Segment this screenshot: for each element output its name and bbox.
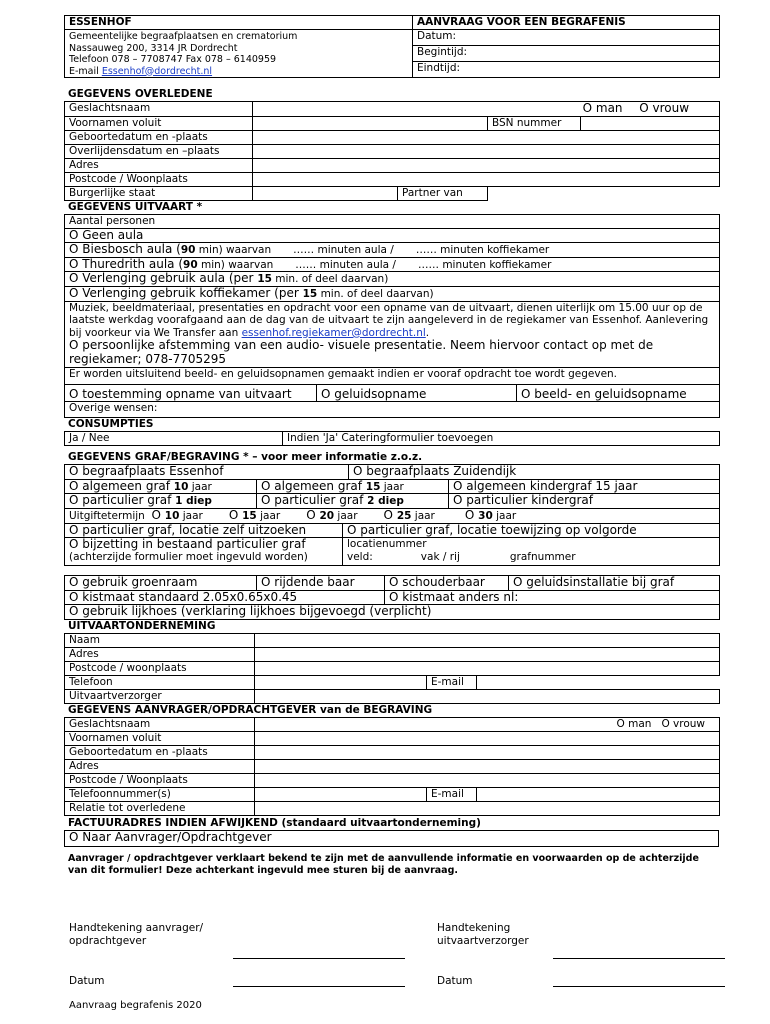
label-burgerlijke-staat: Burgerlijke staat <box>65 186 253 200</box>
org-line: Nassauweg 200, 3314 JR Dordrecht <box>69 42 238 54</box>
termijn-10-option[interactable]: O 10 jaar <box>151 508 203 522</box>
alg-graf-10-option[interactable]: O algemeen graf 10 jaar <box>65 479 257 494</box>
label-naam: Naam <box>65 633 255 647</box>
part-graf-2-option[interactable]: O particulier graf 2 diep <box>257 494 449 509</box>
verlenging-koffie-option[interactable]: O Verlenging gebruik koffiekamer (per 15 min. of deel daarvan) <box>65 286 720 301</box>
lijkhoes-option[interactable]: O gebruik lijkhoes (verklaring lijkhoes bijgevoegd (verplicht) <box>65 605 720 620</box>
burgerlijke-staat-field[interactable] <box>253 186 398 200</box>
geluidsinstallatie-option[interactable]: O geluidsinstallatie bij graf <box>509 576 720 591</box>
factuur-aanvrager-option[interactable]: O Naar Aanvrager/Opdrachtgever <box>65 830 719 846</box>
signature-line-aanvrager[interactable] <box>233 948 405 962</box>
org-line: Gemeentelijke begraafplaatsen en crematorium <box>69 31 298 42</box>
biesbosch-aula-option[interactable]: O Biesbosch aula (90 min) waarvan …… minuten aula / …… minuten koffiekamer <box>65 243 720 258</box>
gender-man-option[interactable]: O man <box>582 101 623 115</box>
telefoon-field[interactable] <box>255 675 427 689</box>
label-partner: Partner van <box>398 186 488 200</box>
label-overlijden: Overlijdensdatum en –plaats <box>65 144 253 158</box>
handtekening-verzorger-label: Handtekening uitvaartverzorger <box>437 922 529 947</box>
form-page <box>64 15 719 878</box>
relatie-field[interactable] <box>255 801 720 815</box>
regiekamer-email-link[interactable]: essenhof.regiekamer@dordrecht.nl <box>241 326 426 339</box>
label-voornamen: Voornamen voluit <box>65 731 255 745</box>
bijzetting-option[interactable]: O bijzetting in bestaand particulier graf (achterzijde formulier moet ingevuld worden) <box>65 538 343 566</box>
form-title: AANVRAAG VOOR EEN BEGRAFENIS <box>413 16 720 30</box>
label-geboorte: Geboortedatum en -plaats <box>65 745 255 759</box>
overledene-table <box>64 101 720 201</box>
label-postcode: Postcode / Woonplaats <box>65 172 253 186</box>
partner-field[interactable] <box>488 186 720 200</box>
voornamen-field[interactable] <box>255 731 720 745</box>
label-postcode: Postcode / woonplaats <box>65 661 255 675</box>
thuredrith-aula-option[interactable]: O Thuredrith aula (90 min) waarvan …… minuten aula / …… minuten koffiekamer <box>65 257 720 272</box>
aanvrager-man-option[interactable]: O man <box>616 717 652 730</box>
org-email-link[interactable]: Essenhof@dordrecht.nl <box>101 65 213 77</box>
footer-text: Aanvraag begrafenis 2020 <box>69 1000 202 1011</box>
label-bsn: BSN nummer <box>488 116 581 130</box>
alg-graf-15-option[interactable]: O algemeen graf 15 jaar <box>257 479 449 494</box>
persoonlijke-afstemming-option[interactable]: O persoonlijke afstemming van een audio- visuele presentatie. Neem hiervoor contact op met de regiekamer; 078-7705295 <box>69 338 654 366</box>
aanvrager-gender-choice[interactable] <box>255 717 720 731</box>
alg-kindergraf-option[interactable]: O algemeen kindergraf 15 jaar <box>449 479 720 494</box>
uitgiftetermijn-row[interactable]: Uitgiftetermijn O 10 jaar O 15 jaar O 20 jaar O 25 jaar O 30 jaar <box>65 508 720 523</box>
voornamen-field[interactable] <box>253 116 488 130</box>
termijn-20-option[interactable]: O 20 jaar <box>306 508 358 522</box>
postcode-field[interactable] <box>253 172 720 186</box>
geboorte-field[interactable] <box>255 745 720 759</box>
email-field[interactable] <box>477 787 720 801</box>
naam-field[interactable] <box>255 633 720 647</box>
bp-zuidendijk-option[interactable]: O begraafplaats Zuidendijk <box>349 465 720 480</box>
aanvrager-vrouw-option[interactable]: O vrouw <box>661 717 706 730</box>
label-adres: Adres <box>65 759 255 773</box>
termijn-25-option[interactable]: O 25 jaar <box>383 508 435 522</box>
factuur-table <box>64 830 719 847</box>
onderneming-table <box>64 633 720 704</box>
geboorte-field[interactable] <box>253 130 720 144</box>
aantal-personen-field[interactable]: Aantal personen <box>65 214 720 228</box>
toestemming-option[interactable]: O toestemming opname van uitvaart <box>65 384 317 402</box>
label-adres: Adres <box>65 158 253 172</box>
schouderbaar-option[interactable]: O schouderbaar <box>385 576 509 591</box>
gender-choice[interactable] <box>253 102 720 117</box>
eindtijd-field[interactable]: Eindtijd: <box>413 62 720 78</box>
overige-wensen-field[interactable]: Overige wensen: <box>65 402 720 418</box>
org-address <box>65 30 413 78</box>
section-title-factuur: FACTUURADRES INDIEN AFWIJKEND (standaard uitvaartonderneming) <box>68 816 481 829</box>
signature-line-verzorger[interactable] <box>553 948 725 962</box>
catering-note: Indien 'Ja' Cateringformulier toevoegen <box>283 432 720 446</box>
uitvaartverzorger-field[interactable] <box>255 689 720 703</box>
overlijden-field[interactable] <box>253 144 720 158</box>
muziek-info: Muziek, beeldmateriaal, presentaties en opdracht voor een opname van de uitvaart, dienen uiterlijk om 15.00 uur op de laatste werkdag voorafgaand aan de dag van de uitvaart te zijn aangeleverd in de regiekamer van Essenhof. Aanlevering bij voorkeur via We Transfer aan essenhof.regiekamer@dordrecht.nl. O persoonlijke afstemming van een audio- visuele presentatie. Neem hiervoor contact op met de regiekamer; 078-7705295 <box>65 301 720 367</box>
label-voornamen: Voornamen voluit <box>65 116 253 130</box>
part-kindergraf-option[interactable]: O particulier kindergraf <box>449 494 720 509</box>
label-telefoon: Telefoon <box>65 675 255 689</box>
handtekening-aanvrager-label: Handtekening aanvrager/ opdrachtgever <box>69 922 204 947</box>
label-adres: Adres <box>65 647 255 661</box>
org-line: Telefoon 078 – 7708747 Fax 078 – 6140959 <box>69 54 277 65</box>
email-label: E-mail <box>69 65 102 77</box>
label-relatie: Relatie tot overledene <box>65 801 255 815</box>
postcode-field[interactable] <box>255 773 720 787</box>
kistmaat-standaard-option[interactable]: O kistmaat standaard 2.05x0.65x0.45 <box>65 590 385 605</box>
section-title-consumpties: CONSUMPTIES <box>68 418 154 431</box>
verlenging-aula-option[interactable]: O Verlenging gebruik aula (per 15 min. of deel daarvan) <box>65 272 720 287</box>
kistmaat-anders-option[interactable]: O kistmaat anders nl: <box>385 590 720 605</box>
termijn-30-option[interactable]: O 30 jaar <box>464 508 517 522</box>
graf-table <box>64 464 720 566</box>
label-geslachtsnaam: Geslachtsnaam <box>65 717 255 731</box>
label-telefoonnummers: Telefoonnummer(s) <box>65 787 255 801</box>
label-geslachtsnaam: Geslachtsnaam <box>65 102 253 117</box>
bp-essenhof-option[interactable]: O begraafplaats Essenhof <box>65 465 349 480</box>
ja-nee-field[interactable]: Ja / Nee <box>65 432 283 446</box>
geluidsopname-option[interactable]: O geluidsopname <box>317 384 517 402</box>
consumpties-table <box>64 431 720 446</box>
beeld-geluidsopname-option[interactable]: O beeld- en geluidsopname <box>517 384 720 402</box>
gender-vrouw-option[interactable]: O vrouw <box>639 101 690 115</box>
postcode-field[interactable] <box>255 661 720 675</box>
datum-left-label: Datum <box>69 975 105 987</box>
locatie-zelf-option[interactable]: O particulier graf, locatie zelf uitzoeken <box>65 523 343 538</box>
section-title-onderneming: UITVAARTONDERNEMING <box>68 619 216 632</box>
groenraam-option[interactable]: O gebruik groenraam <box>65 576 257 591</box>
section-title-uitvaart: GEGEVENS UITVAART * <box>68 200 203 213</box>
label-uitvaartverzorger: Uitvaartverzorger <box>65 689 255 703</box>
section-title-graf: GEGEVENS GRAF/BEGRAVING * – voor meer informatie z.o.z. <box>68 451 423 464</box>
adres-field[interactable] <box>255 759 720 773</box>
label-email: E-mail <box>427 675 477 689</box>
header-table <box>64 15 720 78</box>
bsn-field[interactable] <box>581 116 720 130</box>
datum-line-left[interactable] <box>233 976 405 990</box>
uitsluitend-note: Er worden uitsluitend beeld- en geluidsopnamen gemaakt indien er vooraf opdracht toe wordt gegeven. <box>65 367 720 384</box>
section-title-overledene: GEGEVENS OVERLEDENE <box>68 88 213 100</box>
geen-aula-option[interactable]: O Geen aula <box>65 228 720 243</box>
termijn-15-option[interactable]: O 15 jaar <box>228 508 281 522</box>
locatienummer-field[interactable]: locatienummer veld: vak / rij grafnummer <box>343 538 720 566</box>
rijdende-baar-option[interactable]: O rijdende baar <box>257 576 385 591</box>
uitvaart-table <box>64 214 720 419</box>
label-geboorte: Geboortedatum en -plaats <box>65 130 253 144</box>
adres-field[interactable] <box>253 158 720 172</box>
email-field[interactable] <box>477 675 720 689</box>
section-title-aanvrager: GEGEVENS AANVRAGER/OPDRACHTGEVER van de BEGRAVING <box>68 703 433 716</box>
extras-table <box>64 575 720 620</box>
locatie-toewijzing-option[interactable]: O particulier graf, locatie toewijzing op volgorde <box>343 523 720 538</box>
verklaring-text: Aanvrager / opdrachtgever verklaart bekend te zijn met de aanvullende informatie en voorwaarden op de achterzijde van dit formulier! Deze achterkant ingevuld mee sturen bij de aanvraag. <box>68 852 699 877</box>
adres-field[interactable] <box>255 647 720 661</box>
telefoonnummers-field[interactable] <box>255 787 427 801</box>
aanvrager-table <box>64 717 720 816</box>
begintijd-field[interactable]: Begintijd: <box>413 46 720 62</box>
part-graf-1-option[interactable]: O particulier graf 1 diep <box>65 494 257 509</box>
datum-line-right[interactable] <box>553 976 725 990</box>
datum-right-label: Datum <box>437 975 473 987</box>
label-postcode: Postcode / Woonplaats <box>65 773 255 787</box>
org-name: ESSENHOF <box>65 16 413 30</box>
label-email: E-mail <box>427 787 477 801</box>
datum-field[interactable]: Datum: <box>413 30 720 46</box>
